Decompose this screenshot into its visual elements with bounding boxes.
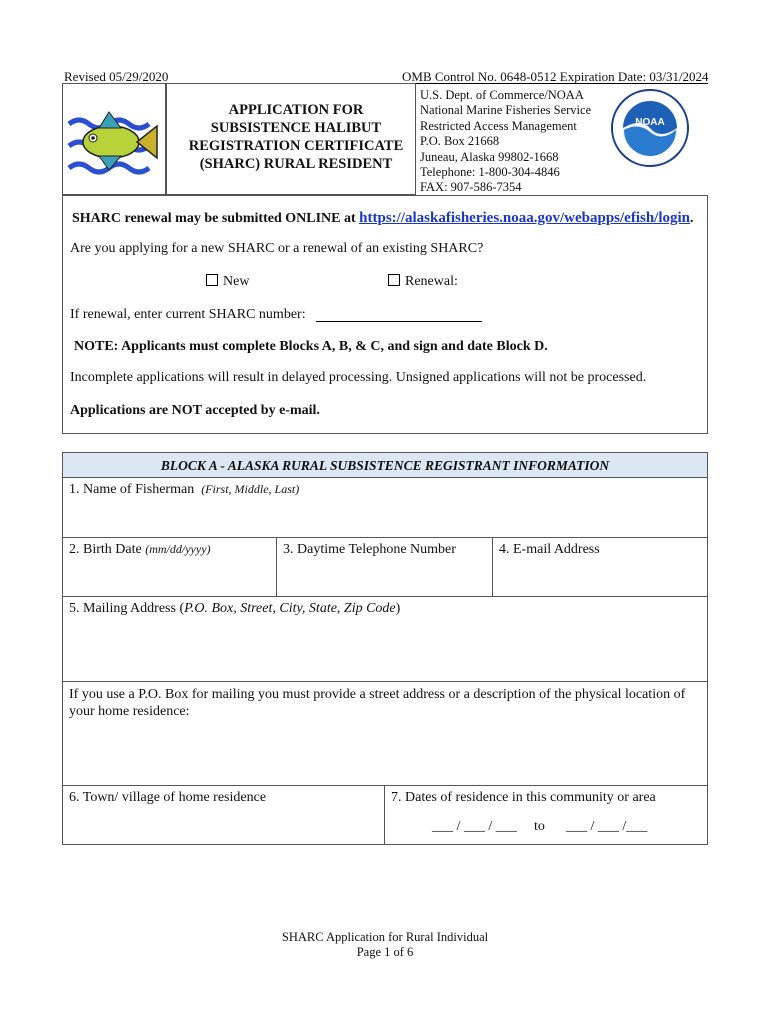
new-option[interactable]: New	[206, 274, 249, 290]
online-note: SHARC renewal may be submitted ONLINE at https://alaskafisheries.noaa.gov/webapps/efish/login.	[72, 210, 694, 226]
efish-login-link[interactable]: https://alaskafisheries.noaa.gov/webapps/efish/login	[359, 210, 691, 226]
incomplete-warning: Incomplete applications will result in delayed processing. Unsigned applications will not be processed.	[70, 370, 647, 385]
fish-logo-box	[62, 83, 166, 195]
renewal-option[interactable]: Renewal:	[388, 274, 458, 290]
residence-dates-field[interactable]: 7. Dates of residence in this community or area	[384, 785, 708, 845]
no-email-note: Applications are NOT accepted by e-mail.	[70, 403, 320, 418]
renewal-checkbox[interactable]	[388, 274, 400, 286]
agency-address: U.S. Dept. of Commerce/NOAA National Marine Fisheries Service Restricted Access Management P.O. Box 21668 Juneau, Alaska 99802-1668 Telephone: 1-800-304-4846 FAX: 907-586-7354	[420, 88, 592, 195]
block-a-heading: BLOCK A - ALASKA RURAL SUBSISTENCE REGISTRANT INFORMATION	[62, 452, 708, 478]
daytime-phone-field[interactable]: 3. Daytime Telephone Number	[276, 537, 493, 597]
renewal-number-label: If renewal, enter current SHARC number:	[70, 307, 306, 322]
birth-date-field[interactable]: 2. Birth Date (mm/dd/yyyy)	[62, 537, 277, 597]
mailing-address-field[interactable]: 5. Mailing Address (P.O. Box, Street, City, State, Zip Code)	[62, 596, 708, 682]
omb-control-number: OMB Control No. 0648-0512 Expiration Date: 03/31/2024	[402, 69, 709, 84]
noaa-logo-text: NOAA	[635, 117, 665, 128]
blocks-note: NOTE: Applicants must complete Blocks A, B, & C, and sign and date Block D.	[74, 339, 548, 354]
home-residence-description-field[interactable]: If you use a P.O. Box for mailing you must provide a street address or a description of the physical location of your home residence:	[62, 681, 708, 786]
new-checkbox[interactable]	[206, 274, 218, 286]
residence-date-to-label: to	[534, 819, 545, 834]
email-address-field[interactable]: 4. E-mail Address	[492, 537, 708, 597]
renewal-number-field[interactable]	[316, 321, 482, 322]
noaa-seal-icon	[610, 88, 690, 168]
form-title: APPLICATION FOR SUBSISTENCE HALIBUT REGISTRATION CERTIFICATE (SHARC) RURAL RESIDENT	[188, 102, 404, 172]
fisherman-name-field[interactable]: 1. Name of Fisherman (First, Middle, Last)	[62, 477, 708, 538]
footer-title: SHARC Application for Rural Individual	[281, 930, 489, 944]
page-number: Page 1 of 6	[356, 945, 414, 959]
fish-icon	[63, 84, 165, 194]
residence-date-from[interactable]: ___ / ___ / ___	[432, 819, 517, 834]
revised-date: Revised 05/29/2020	[64, 69, 169, 84]
home-town-field[interactable]: 6. Town/ village of home residence	[62, 785, 385, 845]
application-type-question: Are you applying for a new SHARC or a renewal of an existing SHARC?	[70, 241, 484, 256]
residence-date-to[interactable]: ___ / ___ /___	[566, 819, 648, 834]
